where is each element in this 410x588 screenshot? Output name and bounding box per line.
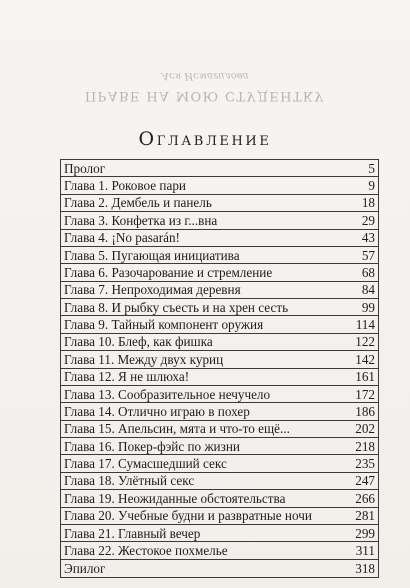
toc-entry-title: Глава 13. Сообразительное нечучело — [64, 386, 271, 402]
bleed-through-title: ПРАВЕ НА МОЮ СТУДЕНТКУ — [84, 88, 326, 103]
toc-entry — [61, 212, 378, 229]
toc-entry-page: 99 — [361, 299, 375, 315]
toc-entry-title: Глава 22. Жестокое похмелье — [64, 542, 228, 558]
toc-entry — [61, 386, 378, 403]
toc-entry-page: 202 — [355, 421, 375, 437]
toc-entry-title: Глава 15. Апельсин, мята и что-то ещё... — [64, 421, 290, 437]
toc-entry-page: 57 — [361, 247, 375, 263]
toc-entry-page: 281 — [355, 508, 375, 524]
toc-entry-page: 29 — [361, 212, 375, 228]
toc-entry — [61, 473, 378, 490]
toc-heading: Оглавление — [138, 128, 272, 150]
toc-entry-page: 5 — [368, 160, 375, 176]
toc-entry-title: Глава 17. Сумасшедший секс — [64, 456, 227, 472]
toc-entry — [61, 455, 378, 472]
toc-entry-page: 142 — [355, 351, 375, 367]
toc-entry-page: 114 — [355, 317, 375, 333]
toc-entry-title: Глава 1. Роковое пари — [64, 178, 186, 194]
toc-entry-title: Глава 3. Конфетка из г...вна — [64, 212, 218, 228]
toc-entry-page: 172 — [355, 386, 375, 402]
toc-entry-title: Глава 18. Улётный секс — [64, 473, 195, 489]
toc-entry — [61, 334, 378, 351]
toc-entry-title: Глава 9. Тайный компонент оружия — [64, 317, 264, 333]
toc-entry — [61, 282, 378, 299]
toc-entry — [61, 195, 378, 212]
toc-entry-title: Глава 10. Блеф, как фишка — [64, 334, 213, 350]
toc-entry — [61, 230, 378, 247]
toc-entry-page: 186 — [355, 403, 375, 419]
toc-entry-page: 247 — [355, 473, 375, 489]
toc-entry-title: Глава 16. Покер-фэйс по жизни — [64, 438, 240, 454]
toc-entry-title: Глава 5. Пугающая инициатива — [64, 247, 240, 263]
toc-entry-title: Глава 8. И рыбку съесть и на хрен сесть — [64, 299, 289, 315]
toc-entry — [61, 542, 378, 559]
toc-entry — [61, 560, 378, 577]
bleed-through-author: Ася Исмагилова — [161, 70, 249, 81]
toc-entry-title: Эпилог — [64, 560, 106, 576]
toc-entry-title: Глава 7. Непроходимая деревня — [64, 282, 241, 298]
toc-entry — [61, 421, 378, 438]
toc-entry-title: Глава 6. Разочарование и стремление — [64, 264, 273, 280]
toc-entry — [61, 508, 378, 525]
toc-entry — [61, 525, 378, 542]
toc-entry — [61, 369, 378, 386]
toc-entry — [61, 351, 378, 368]
toc-entry-title: Глава 21. Главный вечер — [64, 525, 201, 541]
toc-entry-page: 43 — [361, 230, 375, 246]
toc-entry — [61, 247, 378, 264]
toc-entry-title: Пролог — [64, 160, 106, 176]
toc-entry-page: 299 — [355, 525, 375, 541]
toc-entry-page: 235 — [355, 456, 375, 472]
toc-entry-title: Глава 19. Неожиданные обстоятельства — [64, 490, 286, 506]
toc-entry-title: Глава 20. Учебные будни и развратные ночи — [64, 508, 312, 524]
toc-entry — [61, 438, 378, 455]
toc-entry-page: 311 — [355, 542, 375, 558]
toc-entry-page: 9 — [368, 178, 375, 194]
toc-entry-title: Глава 4. ¡No pasarán! — [64, 230, 180, 246]
toc-entry — [61, 160, 378, 177]
table-of-contents — [60, 159, 379, 578]
toc-entry-page: 218 — [355, 438, 375, 454]
toc-entry-page: 18 — [361, 195, 375, 211]
toc-entry-title: Глава 2. Дембель и панель — [64, 195, 212, 211]
toc-entry-page: 84 — [361, 282, 375, 298]
toc-entry-page: 266 — [355, 490, 375, 506]
toc-entry — [61, 299, 378, 316]
toc-entry-title: Глава 11. Между двух куриц — [64, 351, 224, 367]
toc-entry — [61, 177, 378, 194]
toc-entry — [61, 490, 378, 507]
toc-entry — [61, 316, 378, 333]
toc-entry-page: 318 — [355, 560, 375, 576]
toc-entry — [61, 264, 378, 281]
toc-entry-title: Глава 12. Я не шлюха! — [64, 369, 190, 385]
toc-entry-page: 68 — [361, 264, 375, 280]
toc-entry-title: Глава 14. Отлично играю в похер — [64, 403, 250, 419]
toc-entry-page: 122 — [355, 334, 375, 350]
toc-entry-page: 161 — [355, 369, 375, 385]
toc-entry — [61, 403, 378, 420]
